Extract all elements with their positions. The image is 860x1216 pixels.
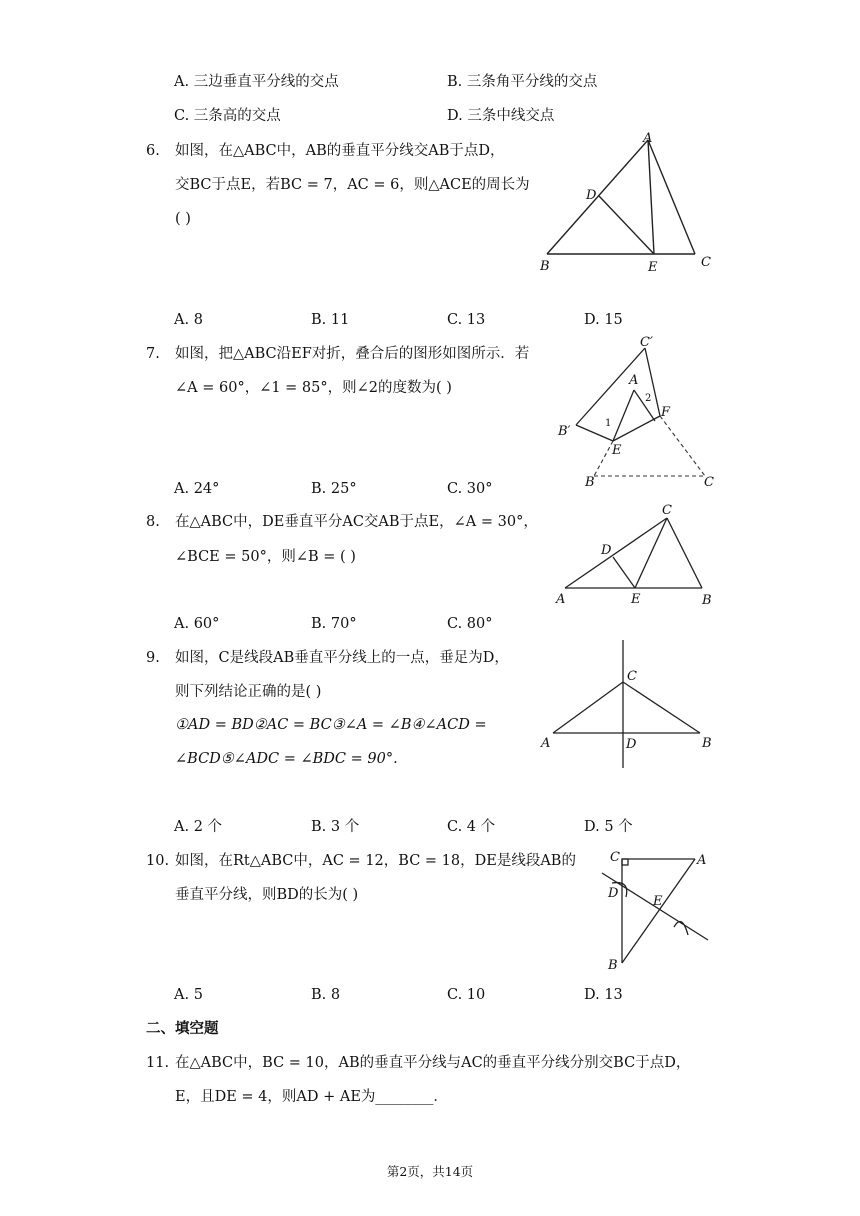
q8-label-d: D (601, 543, 612, 558)
q8-figure (550, 500, 720, 610)
q6-label-e: E (648, 260, 658, 275)
q10-option-c: C. 10 (447, 987, 486, 1003)
q9-line2: 则下列结论正确的是( ) (175, 684, 322, 700)
q11-line2: E，且DE = 4，则AD + AE为________． (175, 1089, 448, 1105)
q9-label-d: D (626, 737, 637, 752)
q5-option-b: B. 三条角平分线的交点 (447, 74, 598, 90)
q9-figure (535, 636, 725, 772)
q10-line1: 如图，在Rt△ABC中，AC = 12，BC = 18，DE是线段AB的 (175, 853, 576, 869)
q9-option-c: C. 4 个 (447, 819, 496, 835)
q10-option-d: D. 13 (584, 987, 623, 1003)
q10-label-c: C (610, 850, 620, 865)
q7-label-f: F (661, 405, 671, 420)
q6-line2: 交BC于点E，若BC = 7，AC = 6，则△ACE的周长为 (175, 177, 530, 193)
page-footer: 第2页，共14页 (386, 1164, 474, 1179)
q9-option-d: D. 5 个 (584, 819, 633, 835)
q8-option-c: C. 80° (447, 616, 493, 632)
q10-line2: 垂直平分线，则BD的长为( ) (175, 887, 359, 903)
q7-label-b: B (585, 475, 595, 490)
q8-label-e: E (631, 592, 641, 607)
q9-line1: 如图，C是线段AB垂直平分线上的一点，垂足为D， (175, 650, 509, 666)
q7-label-c1: C′ (640, 335, 653, 350)
q6-option-b: B. 11 (311, 312, 350, 328)
section-title: 二、填空题 (146, 1020, 219, 1037)
q11-number: 11. (146, 1055, 170, 1071)
q9-line3: ①AD = BD②AC = BC③∠A = ∠B④∠ACD = (175, 717, 487, 733)
q7-line1: 如图，把△ABC沿EF对折，叠合后的图形如图所示．若 (175, 346, 530, 362)
q8-line1: 在△ABC中，DE垂直平分AC交AB于点E，∠A = 30°， (175, 514, 538, 530)
q8-option-a: A. 60° (174, 616, 220, 632)
q5-option-a: A. 三边垂直平分线的交点 (174, 74, 339, 90)
q7-label-a: A (629, 373, 639, 388)
q9-number: 9. (146, 650, 160, 666)
q8-option-b: B. 70° (311, 616, 357, 632)
q8-label-c: C (662, 503, 672, 518)
q7-figure (550, 328, 725, 493)
q6-label-c: C (701, 255, 711, 270)
q10-label-b: B (608, 958, 618, 973)
q9-option-b: B. 3 个 (311, 819, 360, 835)
q7-label-1: 1 (605, 418, 612, 429)
q10-option-a: A. 5 (174, 987, 203, 1003)
q6-label-d: D (586, 188, 597, 203)
q5-option-d: D. 三条中线交点 (447, 108, 555, 124)
q11-line1: 在△ABC中，BC = 10，AB的垂直平分线与AC的垂直平分线分别交BC于点D， (175, 1055, 691, 1071)
q7-option-b: B. 25° (311, 481, 357, 497)
q7-option-c: C. 30° (447, 481, 493, 497)
q10-number: 10. (146, 853, 170, 869)
q6-option-d: D. 15 (584, 312, 623, 328)
q9-line4: ∠BCD⑤∠ADC = ∠BDC = 90°. (175, 751, 398, 767)
q6-label-b: B (540, 259, 550, 274)
q10-label-e: E (653, 894, 663, 909)
q6-number: 6. (146, 143, 160, 159)
q6-option-a: A. 8 (174, 312, 203, 328)
q5-option-c: C. 三条高的交点 (174, 108, 281, 124)
q6-option-c: C. 13 (447, 312, 486, 328)
q6-line3: ( ) (175, 211, 191, 227)
q7-option-a: A. 24° (174, 481, 220, 497)
q9-option-a: A. 2 个 (174, 819, 223, 835)
q7-label-2: 2 (645, 393, 652, 404)
q6-line1: 如图，在△ABC中，AB的垂直平分线交AB于点D， (175, 143, 505, 159)
q6-label-a: A (643, 131, 653, 146)
q7-label-c: C (704, 475, 714, 490)
q8-number: 8. (146, 514, 160, 530)
q9-label-b: B (702, 736, 712, 751)
q10-figure (590, 845, 720, 975)
q7-number: 7. (146, 346, 160, 362)
q8-line2: ∠BCE = 50°，则∠B = ( ) (175, 549, 356, 565)
q8-label-b: B (702, 593, 712, 608)
q10-label-a: A (697, 853, 707, 868)
q7-line2: ∠A = 60°，∠1 = 85°，则∠2的度数为( ) (175, 380, 452, 396)
q8-label-a: A (556, 592, 566, 607)
q9-label-c: C (627, 669, 637, 684)
q7-label-e: E (612, 443, 622, 458)
q9-label-a: A (541, 736, 551, 751)
q7-label-b1: B′ (558, 424, 571, 439)
q10-option-b: B. 8 (311, 987, 341, 1003)
q10-label-d: D (608, 886, 619, 901)
q6-figure (535, 128, 720, 278)
